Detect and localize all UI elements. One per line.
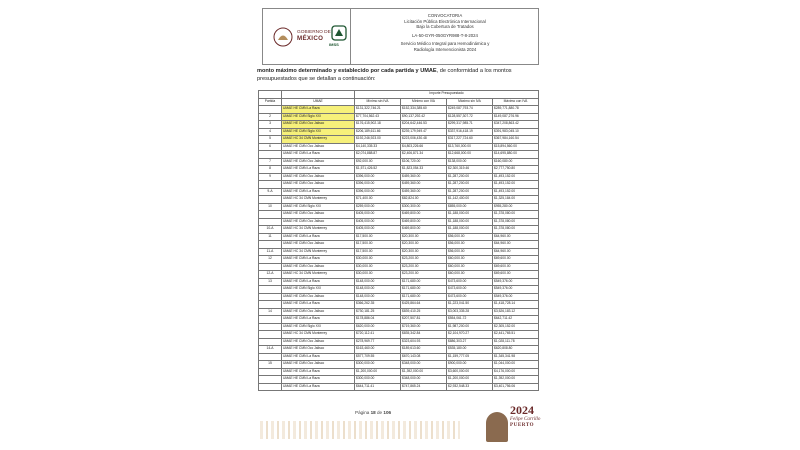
decorative-pattern bbox=[260, 421, 460, 439]
partida-cell: 10-A bbox=[259, 226, 282, 234]
umae-cell: UMAE HE CMN Siglo XXI bbox=[282, 203, 355, 211]
table-row bbox=[259, 383, 539, 391]
gobierno-de-mexico-logo bbox=[297, 30, 331, 42]
min-con-iva-cell: $425,864.64 bbox=[401, 301, 447, 309]
min-sin-iva-cell: $396,000.00 bbox=[355, 173, 401, 181]
table-row bbox=[259, 376, 539, 384]
min-con-iva-cell: $469,800.00 bbox=[401, 218, 447, 226]
partida-cell: 13 bbox=[259, 278, 282, 286]
table-row bbox=[259, 218, 539, 226]
min-con-iva-cell: $23,200.00 bbox=[401, 263, 447, 271]
max-con-iva-cell: $549,376.00 bbox=[493, 293, 539, 301]
umae-cell: UMAE HE CMN Occ Jalisco bbox=[282, 338, 355, 346]
min-sin-iva-cell: $396,000.00 bbox=[355, 188, 401, 196]
max-con-iva-cell: $1,378,080.00 bbox=[493, 211, 539, 219]
min-sin-iva-cell: $17,500.00 bbox=[355, 233, 401, 241]
umae-cell: UMAE HE CMN La Raza bbox=[282, 316, 355, 324]
partida-cell bbox=[259, 218, 282, 226]
max-sin-iva-cell: $56,000.00 bbox=[447, 241, 493, 249]
table-row bbox=[259, 106, 539, 114]
min-sin-iva-cell: $178,886.04 bbox=[355, 316, 401, 324]
min-con-iva-cell: $670,143.08 bbox=[401, 353, 447, 361]
max-sin-iva-cell: $1,987,200.00 bbox=[447, 323, 493, 331]
max-sin-iva-cell: $473,600.00 bbox=[447, 293, 493, 301]
max-con-iva-cell: $367,984,160.54 bbox=[493, 136, 539, 144]
convocatoria-block bbox=[355, 13, 535, 53]
max-sin-iva-cell: $3,600,000.00 bbox=[447, 368, 493, 376]
min-con-iva-cell: $189,613.60 bbox=[401, 346, 447, 354]
umae-cell: UMAE HE CMN Occ Jalisco bbox=[282, 158, 355, 166]
min-sin-iva-cell: $300,000.00 bbox=[355, 361, 401, 369]
umae-cell: UMAE HE CMN Occ Jalisco bbox=[282, 181, 355, 189]
partida-cell bbox=[259, 331, 282, 339]
min-sin-iva-cell: $396,000.00 bbox=[355, 181, 401, 189]
partida-cell: 2 bbox=[259, 113, 282, 121]
max-sin-iva-cell: $1,159,777.05 bbox=[447, 353, 493, 361]
licitacion-number: LA-50-GYR-050GYR988-T-8-2024 bbox=[412, 32, 478, 38]
max-sin-iva-cell: $317,227,724.60 bbox=[447, 136, 493, 144]
table-row bbox=[259, 338, 539, 346]
table-row bbox=[259, 286, 539, 294]
max-con-iva-cell: $620,808.80 bbox=[493, 346, 539, 354]
min-con-iva-cell: $171,680.00 bbox=[401, 286, 447, 294]
min-sin-iva-cell: $163,460.00 bbox=[355, 346, 401, 354]
min-con-iva-cell: $20,300.00 bbox=[401, 248, 447, 256]
max-sin-iva-cell: $1,287,200.00 bbox=[447, 181, 493, 189]
partida-cell bbox=[259, 338, 282, 346]
partida-cell: 12-A bbox=[259, 271, 282, 279]
max-sin-iva-cell: $1,200,000.00 bbox=[447, 376, 493, 384]
max-sin-iva-cell: $249,087,793.74 bbox=[447, 106, 493, 114]
max-sin-iva-cell: $554,061.72 bbox=[447, 316, 493, 324]
max-sin-iva-cell: $1,142,400.00 bbox=[447, 196, 493, 204]
page-number: Página 18 de 106 bbox=[355, 410, 392, 415]
min-sin-iva-cell: $2,074,888.87 bbox=[355, 151, 401, 159]
max-con-iva-cell: $1,392,000.00 bbox=[493, 376, 539, 384]
col-partida: Partida bbox=[259, 98, 282, 106]
min-con-iva-cell: $839,410.25 bbox=[401, 308, 447, 316]
header-divider bbox=[350, 9, 351, 64]
min-sin-iva-cell: $192,246,923.00 bbox=[355, 136, 401, 144]
umae-cell: UMAE HE CMN Siglo XXI bbox=[282, 323, 355, 331]
max-con-iva-cell: $347,208,863.42 bbox=[493, 121, 539, 129]
document-header bbox=[262, 8, 539, 65]
umae-cell: UMAE HE CMN La Raza bbox=[282, 383, 355, 391]
table-row bbox=[259, 346, 539, 354]
min-sin-iva-cell: $30,000.00 bbox=[355, 256, 401, 264]
partida-cell: 12 bbox=[259, 256, 282, 264]
umae-cell: UMAE HE CMN Occ Jalisco bbox=[282, 143, 355, 151]
col-min-con-iva: Mínimo con IVA bbox=[401, 98, 447, 106]
min-sin-iva-cell: $71,400.00 bbox=[355, 196, 401, 204]
table-row bbox=[259, 166, 539, 174]
table-row bbox=[259, 136, 539, 144]
partida-cell: 4 bbox=[259, 128, 282, 136]
max-sin-iva-cell: $855,000.00 bbox=[447, 203, 493, 211]
max-con-iva-cell: $64,960.00 bbox=[493, 233, 539, 241]
max-sin-iva-cell: $13,760,000.00 bbox=[447, 143, 493, 151]
partida-cell bbox=[259, 293, 282, 301]
umae-cell: UMAE HE CMN La Raza bbox=[282, 368, 355, 376]
umae-cell: UMAE HE CMN La Raza bbox=[282, 301, 355, 309]
col-max-sin-iva: Máximo sin IVA bbox=[447, 98, 493, 106]
max-sin-iva-cell: $473,600.00 bbox=[447, 286, 493, 294]
min-con-iva-cell: $459,360.00 bbox=[401, 173, 447, 181]
min-sin-iva-cell: $148,000.00 bbox=[355, 286, 401, 294]
table-row bbox=[259, 203, 539, 211]
service-line1: Servicio Médico Integral para Hemodinámica y bbox=[400, 41, 490, 47]
min-con-iva-cell: $23,200.00 bbox=[401, 256, 447, 264]
umae-cell: UMAE HE CMN Occ Jalisco bbox=[282, 346, 355, 354]
table-row bbox=[259, 278, 539, 286]
partida-cell bbox=[259, 376, 282, 384]
umae-cell: UMAE HE CMN La Raza bbox=[282, 166, 355, 174]
min-sin-iva-cell: $259,000.00 bbox=[355, 203, 401, 211]
min-con-iva-cell: $223,006,430.48 bbox=[401, 136, 447, 144]
min-con-iva-cell: $469,800.00 bbox=[401, 211, 447, 219]
min-con-iva-cell: $323,604.93 bbox=[401, 338, 447, 346]
max-sin-iva-cell: $3,003,335.28 bbox=[447, 308, 493, 316]
max-con-iva-cell: $1,493,152.00 bbox=[493, 181, 539, 189]
table-row bbox=[259, 331, 539, 339]
max-con-iva-cell: $1,493,152.00 bbox=[493, 173, 539, 181]
intro-paragraph bbox=[257, 68, 542, 83]
partida-cell bbox=[259, 383, 282, 391]
max-sin-iva-cell: $128,557,307.72 bbox=[447, 113, 493, 121]
max-sin-iva-cell: $56,000.00 bbox=[447, 233, 493, 241]
table-row bbox=[259, 188, 539, 196]
max-con-iva-cell: $1,418,728.14 bbox=[493, 301, 539, 309]
year-logo: 2024 bbox=[510, 403, 534, 417]
min-con-iva-cell: $747,865.24 bbox=[401, 383, 447, 391]
group-header: Importe Presupuestado bbox=[355, 91, 539, 99]
table-row bbox=[259, 248, 539, 256]
max-con-iva-cell: $1,028,111.78 bbox=[493, 338, 539, 346]
table-row bbox=[259, 316, 539, 324]
umae-cell: UMAE HE CMN Occ Jalisco bbox=[282, 293, 355, 301]
min-sin-iva-cell: $278,969.77 bbox=[355, 338, 401, 346]
max-sin-iva-cell: $2,932,548.33 bbox=[447, 383, 493, 391]
partida-cell bbox=[259, 368, 282, 376]
portrait-illustration bbox=[486, 412, 508, 442]
max-con-iva-cell: $2,305,152.00 bbox=[493, 323, 539, 331]
service-line2: Radiología Intervencionista 2024 bbox=[413, 46, 477, 52]
umae-cell: UMAE HE CMN La Raza bbox=[282, 151, 355, 159]
max-con-iva-cell: $391,983,045.10 bbox=[493, 128, 539, 136]
table-row bbox=[259, 173, 539, 181]
umae-cell: UMAE HE CMN Siglo XXI bbox=[282, 286, 355, 294]
min-sin-iva-cell: $620,000.00 bbox=[355, 323, 401, 331]
umae-cell: UMAE HC 34 CMN Monterrey bbox=[282, 136, 355, 144]
table-row bbox=[259, 233, 539, 241]
table-row bbox=[259, 113, 539, 121]
felipe-carrillo-puerto-logo: Felipe Carrillo PUERTO bbox=[510, 417, 541, 428]
min-sin-iva-cell: $300,000.00 bbox=[355, 376, 401, 384]
min-con-iva-cell: $171,680.00 bbox=[401, 293, 447, 301]
min-sin-iva-cell: $92,000.00 bbox=[355, 158, 401, 166]
min-con-iva-cell: $82,824.00 bbox=[401, 196, 447, 204]
umae-cell: UMAE HE CMN Occ Jalisco bbox=[282, 308, 355, 316]
min-sin-iva-cell: $644,711.41 bbox=[355, 383, 401, 391]
max-con-iva-cell: $69,600.00 bbox=[493, 256, 539, 264]
max-con-iva-cell: $64,960.00 bbox=[493, 241, 539, 249]
max-con-iva-cell: $64,960.00 bbox=[493, 248, 539, 256]
gobierno-line1: GOBIERNO DE bbox=[297, 30, 331, 35]
umae-cell: UMAE HE CMN Occ Jalisco bbox=[282, 121, 355, 129]
min-con-iva-cell: $1,392,000.00 bbox=[401, 368, 447, 376]
partida-cell bbox=[259, 241, 282, 249]
min-con-iva-cell: $239,179,949.47 bbox=[401, 128, 447, 136]
min-con-iva-cell: $4,803,226.66 bbox=[401, 143, 447, 151]
min-con-iva-cell: $204,642,446.53 bbox=[401, 121, 447, 129]
max-sin-iva-cell: $60,000.00 bbox=[447, 271, 493, 279]
table-row bbox=[259, 323, 539, 331]
min-con-iva-cell: $2,406,871.34 bbox=[401, 151, 447, 159]
umae-cell: UMAE HE CMN Occ Jalisco bbox=[282, 211, 355, 219]
min-con-iva-cell: $152,334,385.60 bbox=[401, 106, 447, 114]
table-row bbox=[259, 256, 539, 264]
gobierno-line2: MÉXICO bbox=[297, 35, 324, 42]
umae-cell: UMAE HE CMN Siglo XXI bbox=[282, 113, 355, 121]
umae-cell: UMAE HE CMN La Raza bbox=[282, 376, 355, 384]
min-sin-iva-cell: $366,262.35 bbox=[355, 301, 401, 309]
table-row bbox=[259, 308, 539, 316]
partida-cell: 9 bbox=[259, 173, 282, 181]
umae-cell: UMAE HE CMN Occ Jalisco bbox=[282, 241, 355, 249]
max-con-iva-cell: $3,401,756.06 bbox=[493, 383, 539, 391]
umae-cell: UMAE HE CMN Occ Jalisco bbox=[282, 173, 355, 181]
max-con-iva-cell: $14,695,880.00 bbox=[493, 151, 539, 159]
max-sin-iva-cell: $886,303.27 bbox=[447, 338, 493, 346]
table-row bbox=[259, 181, 539, 189]
max-con-iva-cell: $289,771,880.78 bbox=[493, 106, 539, 114]
min-con-iva-cell: $300,300.00 bbox=[401, 203, 447, 211]
col-max-con-iva: Máximo con IVA bbox=[493, 98, 539, 106]
umae-cell: UMAE HE CMN La Raza bbox=[282, 256, 355, 264]
imss-logo-icon bbox=[331, 25, 347, 41]
min-con-iva-cell: $90,137,292.42 bbox=[401, 113, 447, 121]
partida-cell: 3 bbox=[259, 121, 282, 129]
min-sin-iva-cell: $577,709.55 bbox=[355, 353, 401, 361]
min-sin-iva-cell: $176,415,902.18 bbox=[355, 121, 401, 129]
max-sin-iva-cell: $12,668,000.00 bbox=[447, 151, 493, 159]
partida-cell: 8 bbox=[259, 166, 282, 174]
table-row bbox=[259, 263, 539, 271]
min-con-iva-cell: $348,000.00 bbox=[401, 361, 447, 369]
min-con-iva-cell: $20,300.00 bbox=[401, 241, 447, 249]
partida-cell bbox=[259, 323, 282, 331]
intro-bold: monto máximo determinado y establecido por cada partida y UMAE bbox=[257, 68, 437, 74]
max-con-iva-cell: $1,493,152.00 bbox=[493, 188, 539, 196]
min-con-iva-cell: $23,200.00 bbox=[401, 271, 447, 279]
max-sin-iva-cell: $1,188,000.00 bbox=[447, 218, 493, 226]
max-con-iva-cell: $2,777,750.80 bbox=[493, 166, 539, 174]
partida-cell bbox=[259, 301, 282, 309]
min-sin-iva-cell: $17,500.00 bbox=[355, 248, 401, 256]
min-con-iva-cell: $207,507.81 bbox=[401, 316, 447, 324]
max-con-iva-cell: $549,376.00 bbox=[493, 278, 539, 286]
max-sin-iva-cell: $2,104,970.27 bbox=[447, 331, 493, 339]
umae-cell: UMAE HE CMN Occ Jalisco bbox=[282, 263, 355, 271]
partida-cell bbox=[259, 286, 282, 294]
max-con-iva-cell: $69,600.00 bbox=[493, 271, 539, 279]
umae-cell: UMAE HE CMN La Raza bbox=[282, 278, 355, 286]
max-con-iva-cell: $955,280.00 bbox=[493, 203, 539, 211]
partida-cell bbox=[259, 263, 282, 271]
max-con-iva-cell: $1,044,000.00 bbox=[493, 361, 539, 369]
umae-cell: UMAE HC 34 CMN Monterrey bbox=[282, 331, 355, 339]
col-min-sin-iva: Mínimo sin IVA bbox=[355, 98, 401, 106]
max-sin-iva-cell: $1,188,000.00 bbox=[447, 226, 493, 234]
umae-cell: UMAE HE CMN La Raza bbox=[282, 188, 355, 196]
partida-cell: 6 bbox=[259, 143, 282, 151]
max-sin-iva-cell: $60,000.00 bbox=[447, 256, 493, 264]
table-row bbox=[259, 211, 539, 219]
partida-cell bbox=[259, 106, 282, 114]
min-sin-iva-cell: $1,571,426.52 bbox=[355, 166, 401, 174]
min-con-iva-cell: $719,360.00 bbox=[401, 323, 447, 331]
max-sin-iva-cell: $1,223,041.50 bbox=[447, 301, 493, 309]
table-row bbox=[259, 128, 539, 136]
table-row bbox=[259, 143, 539, 151]
umae-cell: UMAE HE CMN La Raza bbox=[282, 233, 355, 241]
min-con-iva-cell: $835,342.84 bbox=[401, 331, 447, 339]
umae-cell: UMAE HE CMN La Raza bbox=[282, 353, 355, 361]
min-sin-iva-cell: $148,000.00 bbox=[355, 293, 401, 301]
max-con-iva-cell: $1,378,080.00 bbox=[493, 218, 539, 226]
max-sin-iva-cell: $337,916,418.19 bbox=[447, 128, 493, 136]
min-sin-iva-cell: $720,112.41 bbox=[355, 331, 401, 339]
umae-cell: UMAE HC 34 CMN Monterrey bbox=[282, 226, 355, 234]
max-con-iva-cell: $642,711.42 bbox=[493, 316, 539, 324]
min-con-iva-cell: $1,823,054.33 bbox=[401, 166, 447, 174]
partida-cell bbox=[259, 353, 282, 361]
col-umae: UMAE bbox=[282, 98, 355, 106]
umae-cell: UMAE HC 34 CMN Monterrey bbox=[282, 196, 355, 204]
imss-label: IMSS bbox=[329, 42, 339, 47]
table-row bbox=[259, 196, 539, 204]
max-con-iva-cell: $1,345,341.98 bbox=[493, 353, 539, 361]
licitacion-line: Licitación Pública Electrónica Internacional bbox=[404, 18, 486, 24]
partida-cell: 10 bbox=[259, 203, 282, 211]
max-con-iva-cell: $549,376.00 bbox=[493, 286, 539, 294]
umae-cell: UMAE HE CMN Siglo XXI bbox=[282, 128, 355, 136]
partida-cell bbox=[259, 316, 282, 324]
max-con-iva-cell: $69,600.00 bbox=[493, 263, 539, 271]
max-sin-iva-cell: $535,180.00 bbox=[447, 346, 493, 354]
umae-cell: UMAE HC 34 CMN Monterrey bbox=[282, 271, 355, 279]
min-con-iva-cell: $459,360.00 bbox=[401, 181, 447, 189]
max-con-iva-cell: $160,080.00 bbox=[493, 158, 539, 166]
table-row bbox=[259, 226, 539, 234]
table-row bbox=[259, 293, 539, 301]
max-con-iva-cell: $149,087,276.96 bbox=[493, 113, 539, 121]
max-con-iva-cell: $2,441,765.51 bbox=[493, 331, 539, 339]
max-sin-iva-cell: $2,300,319.46 bbox=[447, 166, 493, 174]
max-sin-iva-cell: $60,000.00 bbox=[447, 263, 493, 271]
table-row bbox=[259, 361, 539, 369]
max-con-iva-cell: $3,526,183.12 bbox=[493, 308, 539, 316]
max-sin-iva-cell: $473,600.00 bbox=[447, 278, 493, 286]
min-sin-iva-cell: $148,000.00 bbox=[355, 278, 401, 286]
max-con-iva-cell: $4,176,000.00 bbox=[493, 368, 539, 376]
partida-cell: 11 bbox=[259, 233, 282, 241]
partida-cell: 7 bbox=[259, 158, 282, 166]
min-sin-iva-cell: $206,189,611.66 bbox=[355, 128, 401, 136]
table-row bbox=[259, 301, 539, 309]
min-sin-iva-cell: $405,000.00 bbox=[355, 211, 401, 219]
min-sin-iva-cell: $1,200,000.00 bbox=[355, 368, 401, 376]
cobertura-line: Bajo la Cobertura de Tratados bbox=[416, 24, 474, 30]
min-sin-iva-cell: $131,322,746.21 bbox=[355, 106, 401, 114]
min-sin-iva-cell: $405,000.00 bbox=[355, 218, 401, 226]
max-con-iva-cell: $1,378,080.00 bbox=[493, 226, 539, 234]
table-row bbox=[259, 271, 539, 279]
min-con-iva-cell: $459,360.00 bbox=[401, 188, 447, 196]
mexico-eagle-emblem-icon bbox=[273, 27, 293, 47]
umae-cell: UMAE HE CMN Occ Jalisco bbox=[282, 361, 355, 369]
max-sin-iva-cell: $299,317,985.71 bbox=[447, 121, 493, 129]
max-sin-iva-cell: $1,188,000.00 bbox=[447, 211, 493, 219]
partida-cell: 15 bbox=[259, 361, 282, 369]
table-row bbox=[259, 353, 539, 361]
partida-cell bbox=[259, 211, 282, 219]
table-row bbox=[259, 151, 539, 159]
min-con-iva-cell: $348,000.00 bbox=[401, 376, 447, 384]
partida-cell bbox=[259, 181, 282, 189]
max-sin-iva-cell: $138,000.00 bbox=[447, 158, 493, 166]
umae-cell: UMAE HE CMN Occ Jalisco bbox=[282, 218, 355, 226]
intro-rest: , de conformidad a los montos presupuestados que se detallan a continuación: bbox=[257, 68, 512, 82]
umae-cell: UMAE HE CMN La Raza bbox=[282, 106, 355, 114]
max-con-iva-cell: $1,325,184.00 bbox=[493, 196, 539, 204]
min-con-iva-cell: $171,680.00 bbox=[401, 278, 447, 286]
partida-cell: 14 bbox=[259, 308, 282, 316]
umae-cell: UMAE HC 34 CMN Monterrey bbox=[282, 248, 355, 256]
min-sin-iva-cell: $4,140,335.33 bbox=[355, 143, 401, 151]
min-sin-iva-cell: $30,000.00 bbox=[355, 263, 401, 271]
table-row bbox=[259, 121, 539, 129]
partida-cell bbox=[259, 151, 282, 159]
partida-cell: 5 bbox=[259, 136, 282, 144]
min-con-iva-cell: $469,800.00 bbox=[401, 226, 447, 234]
min-sin-iva-cell: $405,000.00 bbox=[355, 226, 401, 234]
min-sin-iva-cell: $77,704,562.43 bbox=[355, 113, 401, 121]
max-sin-iva-cell: $1,287,200.00 bbox=[447, 173, 493, 181]
partida-cell: 9-A bbox=[259, 188, 282, 196]
min-sin-iva-cell: $30,000.00 bbox=[355, 271, 401, 279]
partida-cell: 14-A bbox=[259, 346, 282, 354]
min-con-iva-cell: $20,300.00 bbox=[401, 233, 447, 241]
max-sin-iva-cell: $1,287,200.00 bbox=[447, 188, 493, 196]
budget-table bbox=[258, 90, 539, 391]
max-con-iva-cell: $15,894,560.00 bbox=[493, 143, 539, 151]
min-sin-iva-cell: $730,181.25 bbox=[355, 308, 401, 316]
table-row bbox=[259, 368, 539, 376]
max-sin-iva-cell: $900,000.00 bbox=[447, 361, 493, 369]
partida-cell bbox=[259, 196, 282, 204]
convocatoria-title: CONVOCATORIA bbox=[427, 13, 463, 18]
partida-cell: 11-A bbox=[259, 248, 282, 256]
max-sin-iva-cell: $56,000.00 bbox=[447, 248, 493, 256]
table-row bbox=[259, 241, 539, 249]
min-sin-iva-cell: $17,500.00 bbox=[355, 241, 401, 249]
table-row bbox=[259, 158, 539, 166]
min-con-iva-cell: $106,720.00 bbox=[401, 158, 447, 166]
